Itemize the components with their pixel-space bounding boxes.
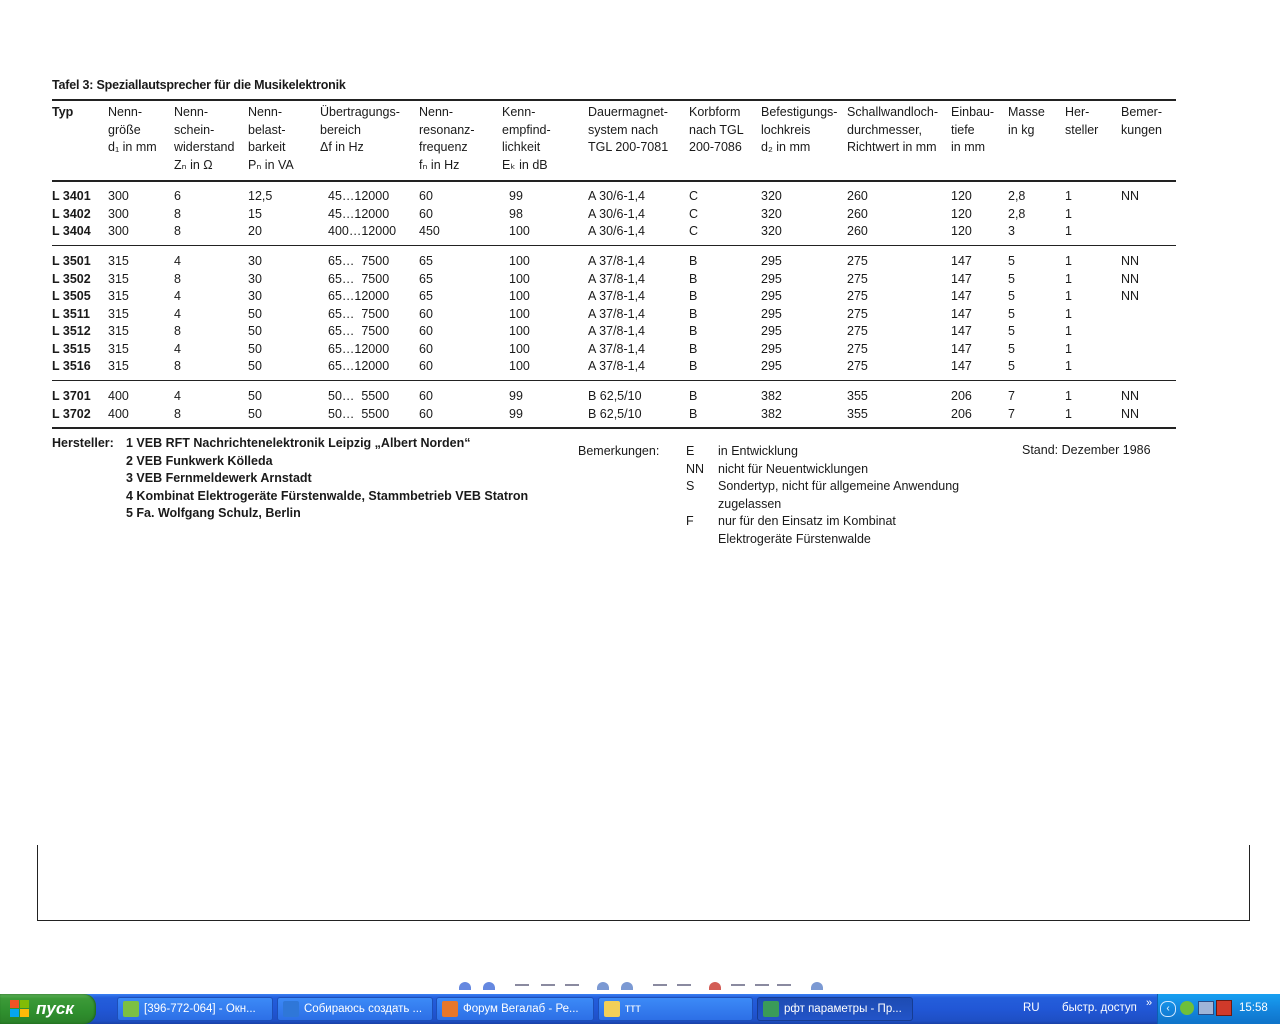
table-cell: A 37/8-1,4	[588, 324, 645, 338]
table-cell: 1	[1065, 324, 1072, 338]
column-header: Typ	[52, 105, 74, 119]
table-cell: 295	[761, 341, 782, 356]
rotate-icon[interactable]	[653, 984, 667, 992]
table-cell: 147	[951, 289, 972, 303]
table-cell: 12,5	[248, 189, 273, 203]
table-cell: 3	[1008, 224, 1015, 238]
table-title: Tafel 3: Speziallautsprecher für die Musikelektronik	[52, 78, 346, 92]
clock[interactable]: 15:58	[1239, 1002, 1268, 1014]
table-cell: 100	[509, 254, 530, 268]
toolbar-icon[interactable]	[731, 984, 745, 992]
group-rule-1	[52, 245, 1176, 246]
window-frame-bottom	[37, 845, 1250, 921]
table-cell: 5	[1008, 306, 1015, 321]
table-bottom-rule	[52, 427, 1176, 429]
table-cell: A 37/8-1,4	[588, 359, 645, 373]
table-cell: A 30/6-1,4	[588, 206, 645, 221]
manufacturer-item: 5 Fa. Wolfgang Schulz, Berlin	[126, 506, 301, 520]
type-cell: L 3501	[52, 254, 91, 268]
table-cell: 60	[419, 406, 433, 421]
table-cell: 4	[174, 389, 181, 403]
group-rule-2	[52, 380, 1176, 381]
taskbar-button-label: [396-772-064] - Окн...	[144, 1003, 256, 1015]
table-cell: 295	[761, 271, 782, 286]
tray-collapse-icon[interactable]: ‹	[1160, 1001, 1176, 1017]
table-cell: 275	[847, 341, 868, 356]
column-header: Übertragungs- bereich Δf in Hz	[320, 105, 400, 154]
remark-text: nur für den Einsatz im Kombinat Elektrogeräte Fürstenwalde	[718, 514, 896, 546]
type-cell: L 3516	[52, 359, 91, 373]
table-cell: 260	[847, 206, 868, 221]
table-cell: 295	[761, 324, 782, 338]
table-cell: 147	[951, 341, 972, 356]
manufacturer-item: 4 Kombinat Elektrogeräte Fürstenwalde, Stammbetrieb VEB Statron	[126, 488, 529, 503]
table-cell: 275	[847, 306, 868, 321]
column-header: Befestigungs- lochkreis d₂ in mm	[761, 105, 838, 154]
network-tray-icon[interactable]	[1198, 1001, 1214, 1015]
table-cell: 99	[509, 189, 523, 203]
remark-text: in Entwicklung	[718, 444, 798, 458]
table-cell: 400…12000	[328, 224, 397, 238]
table-cell: 315	[108, 289, 129, 303]
windows-flag-icon	[10, 1000, 30, 1018]
table-cell: B	[689, 359, 698, 373]
table-cell: B	[689, 271, 698, 286]
table-cell: 65…12000	[328, 359, 390, 373]
internet-explorer-icon	[283, 1001, 299, 1017]
table-cell: 1	[1065, 189, 1072, 203]
table-cell: 8	[174, 206, 181, 221]
manufacturer-item: 2 VEB Funkwerk Kölleda	[126, 453, 273, 468]
table-cell: 355	[847, 389, 868, 403]
table-cell: 382	[761, 406, 782, 421]
taskbar-button[interactable]	[757, 997, 913, 1021]
table-cell: 4	[174, 254, 181, 268]
column-header: Nenn- resonanz- frequenz fₙ in Hz	[419, 105, 475, 172]
table-cell: 400	[108, 389, 129, 403]
table-cell: 275	[847, 324, 868, 338]
table-cell: 300	[108, 189, 129, 203]
table-cell: 300	[108, 224, 129, 238]
column-header: Bemer- kungen	[1121, 105, 1163, 137]
table-cell: 65…12000	[328, 289, 390, 303]
table-cell: A 37/8-1,4	[588, 254, 645, 268]
taskbar-button[interactable]	[598, 997, 753, 1021]
table-cell: 30	[248, 289, 262, 303]
table-cell: 120	[951, 224, 972, 238]
table-cell: 1	[1065, 406, 1072, 421]
table-cell: 315	[108, 324, 129, 338]
table-cell: 320	[761, 189, 782, 203]
table-cell: NN	[1121, 189, 1140, 203]
table-cell: 60	[419, 341, 433, 356]
table-cell: 60	[419, 306, 433, 321]
table-cell: 2,8	[1008, 189, 1026, 203]
quick-access-toolbar[interactable]: быстр. доступ	[1062, 1002, 1137, 1014]
table-cell: 295	[761, 289, 782, 303]
table-cell: 147	[951, 306, 972, 321]
table-cell: B	[689, 289, 698, 303]
table-cell: 65	[419, 271, 433, 286]
table-cell: 15	[248, 206, 262, 221]
table-cell: 4	[174, 289, 181, 303]
toolbar-expand-icon[interactable]: »	[1146, 997, 1153, 1009]
table-cell: 120	[951, 206, 972, 221]
table-cell: 8	[174, 271, 181, 286]
security-tray-icon[interactable]	[1216, 1000, 1232, 1016]
icq-tray-icon[interactable]	[1180, 1001, 1194, 1015]
table-cell: A 30/6-1,4	[588, 224, 645, 238]
table-cell: 100	[509, 324, 530, 338]
taskbar-button-label: Собираюсь создать ...	[304, 1003, 423, 1015]
table-cell: B 62,5/10	[588, 389, 642, 403]
table-cell: 382	[761, 389, 782, 403]
type-cell: L 3502	[52, 271, 91, 286]
prev-icon[interactable]	[459, 982, 471, 990]
column-header: Masse in kg	[1008, 105, 1045, 137]
table-cell: 50	[248, 306, 262, 321]
column-header: Schallwandloch- durchmesser, Richtwert in mm	[847, 105, 939, 154]
table-cell: B 62,5/10	[588, 406, 642, 421]
table-cell: 450	[419, 224, 440, 238]
table-cell: 1	[1065, 289, 1072, 303]
column-header: Her- steller	[1065, 105, 1099, 137]
table-cell: 5	[1008, 254, 1015, 268]
table-cell: 260	[847, 224, 868, 238]
table-cell: 65	[419, 254, 433, 268]
remarks-label: Bemerkungen:	[578, 444, 660, 458]
table-cell: NN	[1121, 254, 1140, 268]
table-cell: 206	[951, 406, 972, 421]
column-header: Nenn- schein- widerstand Zₙ in Ω	[174, 105, 235, 172]
table-cell: 45…12000	[328, 206, 390, 221]
table-cell: 100	[509, 306, 530, 321]
table-cell: 4	[174, 341, 181, 356]
table-cell: 20	[248, 224, 262, 238]
table-cell: 60	[419, 206, 433, 221]
table-cell: 60	[419, 389, 433, 403]
remark-code: F	[686, 514, 694, 528]
table-cell: 100	[509, 271, 530, 286]
type-cell: L 3511	[52, 306, 91, 321]
table-cell: 147	[951, 254, 972, 268]
table-cell: NN	[1121, 406, 1140, 421]
table-cell: 320	[761, 206, 782, 221]
table-cell: A 37/8-1,4	[588, 289, 645, 303]
image-viewer-icon	[763, 1001, 779, 1017]
column-header: Nenn- größe d₁ in mm	[108, 105, 157, 154]
table-cell: 206	[951, 389, 972, 403]
table-cell: 100	[509, 341, 530, 356]
table-cell: 147	[951, 359, 972, 373]
table-cell: 30	[248, 271, 262, 286]
taskbar-button-label: ттт	[625, 1003, 641, 1015]
table-cell: 275	[847, 271, 868, 286]
zoom-out-icon[interactable]	[621, 982, 633, 990]
taskbar-button[interactable]	[117, 997, 273, 1021]
table-cell: C	[689, 189, 699, 203]
table-cell: 1	[1065, 389, 1072, 403]
table-cell: 65… 7500	[328, 254, 390, 268]
status-date: Stand: Dezember 1986	[1022, 443, 1151, 457]
table-cell: 60	[419, 359, 433, 373]
table-cell: 60	[419, 324, 433, 338]
table-cell: NN	[1121, 389, 1140, 403]
table-cell: 50	[248, 406, 262, 421]
table-cell: 100	[509, 289, 530, 303]
start-button[interactable]	[0, 994, 96, 1024]
windows-taskbar	[0, 994, 1280, 1024]
firefox-icon	[442, 1001, 458, 1017]
table-cell: 65… 7500	[328, 271, 390, 286]
table-cell: 98	[509, 206, 523, 221]
table-cell: 4	[174, 306, 181, 321]
table-cell: 65… 7500	[328, 324, 390, 338]
type-cell: L 3402	[52, 206, 91, 221]
table-cell: 400	[108, 406, 129, 421]
column-header: Korbform nach TGL 200-7086	[689, 105, 744, 154]
table-cell: 275	[847, 254, 868, 268]
table-cell: 45…12000	[328, 189, 390, 203]
table-cell: 50	[248, 324, 262, 338]
column-header: Kenn- empfind- lichkeit Eₖ in dB	[502, 105, 551, 172]
column-header: Einbau- tiefe in mm	[951, 105, 995, 154]
table-cell: 355	[847, 406, 868, 421]
table-cell: 100	[509, 224, 530, 238]
table-cell: 315	[108, 341, 129, 356]
type-cell: L 3701	[52, 389, 91, 403]
table-cell: 50	[248, 359, 262, 373]
delete-icon[interactable]	[709, 982, 721, 990]
remark-text: Sondertyp, nicht für allgemeine Anwendung zugelassen	[718, 479, 960, 511]
type-cell: L 3404	[52, 224, 91, 238]
table-cell: 300	[108, 206, 129, 221]
table-cell: 5	[1008, 359, 1015, 373]
zoom-in-icon[interactable]	[597, 982, 609, 990]
table-cell: A 30/6-1,4	[588, 189, 645, 203]
remark-text: nicht für Neuentwicklungen	[718, 461, 869, 476]
type-cell: L 3401	[52, 189, 91, 203]
table-cell: 1	[1065, 359, 1072, 373]
table-cell: 100	[509, 359, 530, 373]
table-cell: NN	[1121, 271, 1140, 286]
remark-code: S	[686, 479, 695, 493]
taskbar-button-label: Форум Вегалаб - Ре...	[463, 1003, 579, 1015]
next-icon[interactable]	[483, 982, 495, 990]
table-cell: NN	[1121, 289, 1140, 303]
table-cell: 147	[951, 324, 972, 338]
manufacturer-item: 1 VEB RFT Nachrichtenelektronik Leipzig „Albert Norden“	[126, 436, 471, 450]
language-indicator[interactable]: RU	[1023, 1002, 1040, 1014]
toolbar-icon[interactable]	[541, 984, 555, 992]
table-cell: A 37/8-1,4	[588, 341, 645, 356]
table-cell: 8	[174, 406, 181, 421]
table-cell: 50	[248, 389, 262, 403]
table-cell: 8	[174, 224, 181, 238]
column-header: Dauermagnet- system nach TGL 200-7081	[588, 105, 669, 154]
table-cell: 295	[761, 254, 782, 268]
table-cell: B	[689, 306, 698, 321]
table-top-rule	[52, 99, 1176, 101]
type-cell: L 3512	[52, 324, 91, 338]
table-cell: 65	[419, 289, 433, 303]
column-header: Nenn- belast- barkeit Pₙ in VA	[248, 105, 294, 172]
table-cell: 1	[1065, 341, 1072, 356]
manufacturers-label: Hersteller:	[52, 436, 114, 450]
remark-code: E	[686, 444, 695, 458]
table-cell: B	[689, 406, 698, 421]
table-cell: 5	[1008, 289, 1015, 303]
taskbar-button[interactable]	[277, 997, 433, 1021]
table-cell: 147	[951, 271, 972, 286]
table-cell: 315	[108, 359, 129, 373]
table-cell: 120	[951, 189, 972, 203]
table-cell: 5	[1008, 324, 1015, 338]
table-cell: 315	[108, 306, 129, 321]
system-tray	[1157, 994, 1280, 1024]
save-icon[interactable]	[755, 984, 769, 992]
edit-icon[interactable]	[777, 984, 791, 992]
icq-window-icon	[123, 1001, 139, 1017]
table-cell: 1	[1065, 206, 1072, 221]
table-cell: B	[689, 324, 698, 338]
table-cell: 65… 7500	[328, 306, 390, 321]
toolbar-icon[interactable]	[515, 984, 529, 992]
header-bottom-rule	[52, 180, 1176, 182]
table-cell: C	[689, 206, 699, 221]
table-cell: 7	[1008, 406, 1015, 421]
table-cell: 8	[174, 359, 181, 373]
table-cell: 5	[1008, 271, 1015, 286]
type-cell: L 3702	[52, 406, 91, 421]
table-cell: 7	[1008, 389, 1015, 403]
table-cell: 275	[847, 359, 868, 373]
table-cell: 50… 5500	[328, 406, 390, 421]
taskbar-button-label: рфт параметры - Пр...	[784, 1003, 902, 1015]
table-cell: 6	[174, 189, 181, 203]
table-cell: 320	[761, 224, 782, 238]
table-cell: B	[689, 341, 698, 356]
table-cell: B	[689, 254, 698, 268]
table-cell: B	[689, 389, 698, 403]
table-cell: 275	[847, 289, 868, 303]
type-cell: L 3515	[52, 341, 91, 356]
table-cell: 295	[761, 306, 782, 321]
table-cell: 315	[108, 254, 129, 268]
table-cell: 60	[419, 189, 433, 203]
table-cell: 1	[1065, 224, 1072, 238]
type-cell: L 3505	[52, 289, 91, 303]
toolbar-icon[interactable]	[565, 984, 579, 992]
viewer-toolbar-remnant	[455, 982, 835, 992]
table-cell: 50… 5500	[328, 389, 390, 403]
table-cell: 65…12000	[328, 341, 390, 356]
table-cell: C	[689, 224, 699, 238]
table-cell: 1	[1065, 306, 1072, 321]
manufacturer-item: 3 VEB Fernmeldewerk Arnstadt	[126, 471, 312, 485]
table-cell: 1	[1065, 271, 1072, 286]
table-cell: 5	[1008, 341, 1015, 356]
table-cell: A 37/8-1,4	[588, 271, 645, 286]
help-icon[interactable]	[811, 982, 823, 990]
table-cell: 1	[1065, 254, 1072, 268]
table-cell: 295	[761, 359, 782, 373]
taskbar-button[interactable]	[436, 997, 594, 1021]
table-cell: 8	[174, 324, 181, 338]
table-cell: A 37/8-1,4	[588, 306, 645, 321]
table-cell: 260	[847, 189, 868, 203]
table-cell: 30	[248, 254, 262, 268]
rotate-icon[interactable]	[677, 984, 691, 992]
table-cell: 99	[509, 406, 523, 421]
folder-icon	[604, 1001, 620, 1017]
start-label: пуск	[36, 999, 74, 1018]
table-cell: 2,8	[1008, 206, 1026, 221]
table-cell: 50	[248, 341, 262, 356]
table-cell: 315	[108, 271, 129, 286]
table-cell: 99	[509, 389, 523, 403]
remark-code: NN	[686, 461, 705, 476]
